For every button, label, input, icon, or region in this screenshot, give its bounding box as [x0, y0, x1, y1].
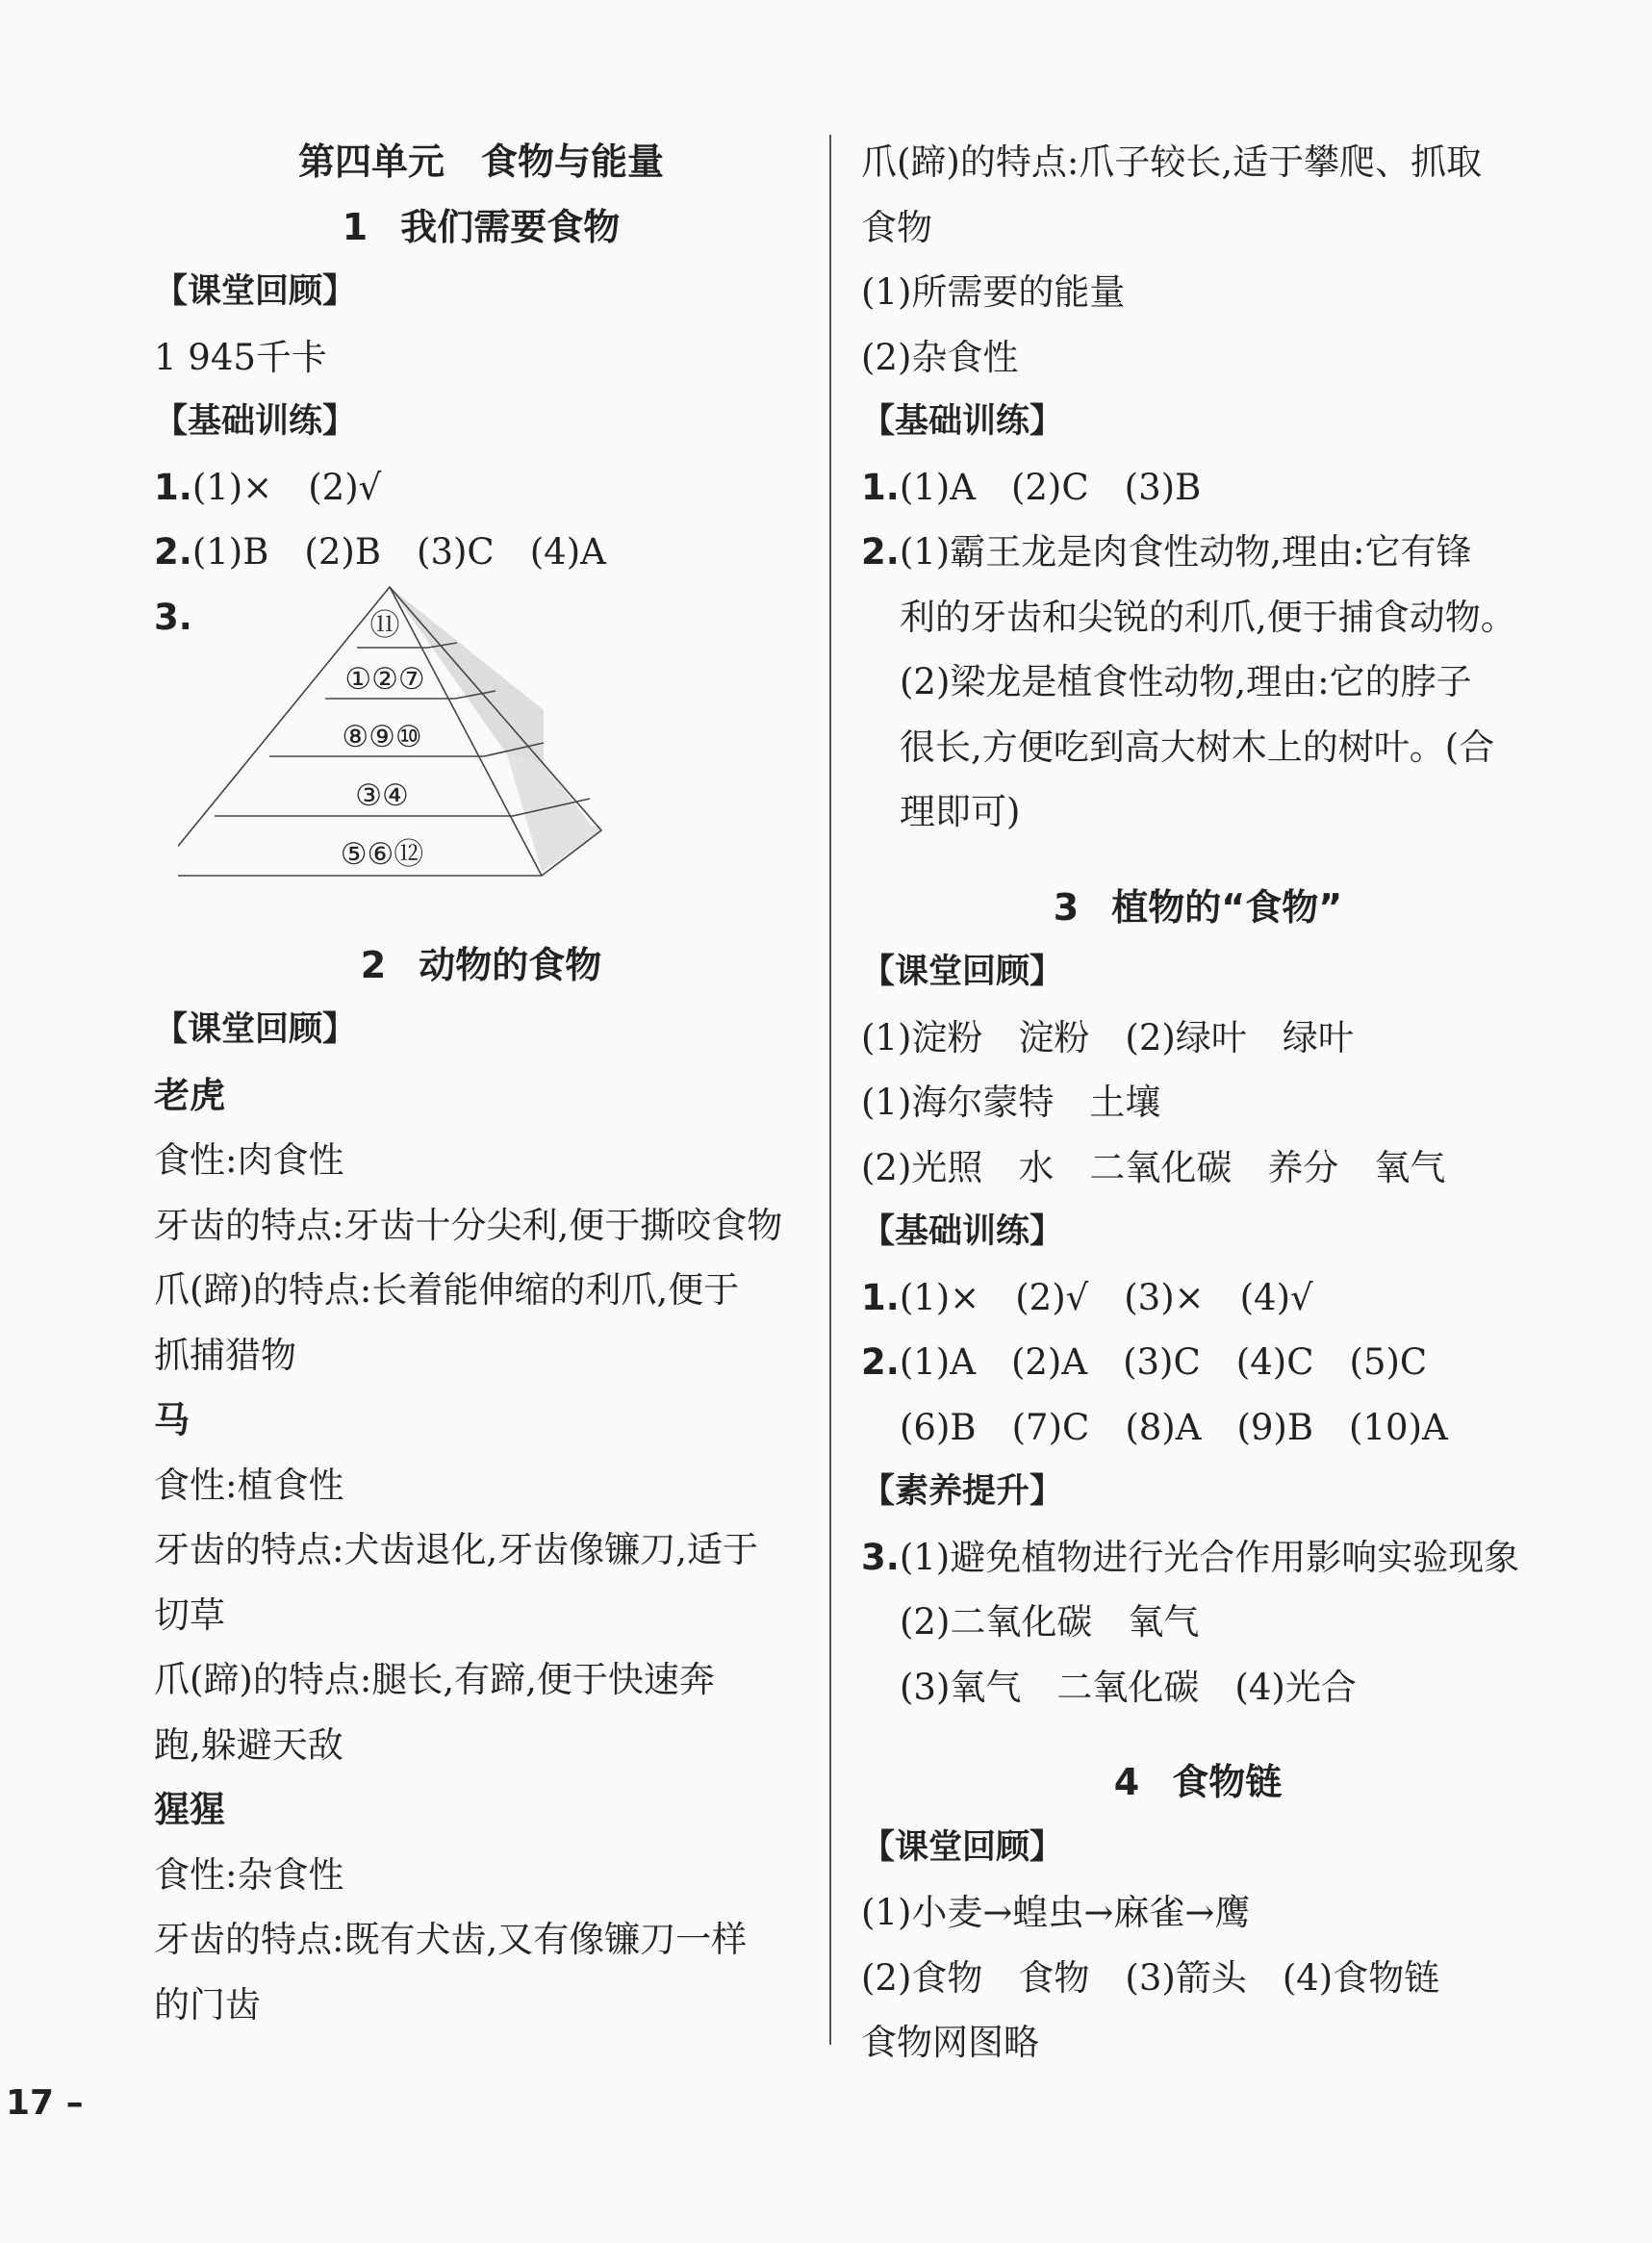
- horse-name: 马: [154, 1398, 190, 1440]
- unit-title: 第四单元 食物与能量: [297, 140, 664, 183]
- s2-review-r2: (2)杂食性: [861, 336, 1019, 378]
- s1-q1-num: 1.: [154, 466, 192, 508]
- s1-q1-text: (1)× (2)√: [191, 466, 382, 508]
- horse-teeth-line-1: 牙齿的特点:犬齿退化,牙齿像镰刀,适于: [154, 1529, 758, 1570]
- tiger-teeth: 牙齿的特点:牙齿十分尖利,便于撕咬食物: [154, 1204, 783, 1246]
- s2-q2-line-1: [861, 520, 1535, 585]
- section-3-heading: [861, 876, 1535, 941]
- section-2-title: 动物的食物: [419, 943, 602, 986]
- horse-claw-line-1: 爪(蹄)的特点:腿长,有蹄,便于快速奔: [154, 1659, 715, 1700]
- s2-q2-line-3: (2)梁龙是植食性动物,理由:它的脖子: [900, 661, 1472, 702]
- s1-q3: [154, 585, 808, 893]
- spacer: [861, 1720, 1535, 1750]
- s2-review-tag: 【课堂回顾】: [154, 1010, 357, 1049]
- s3-q2-line-2: (6)B (7)C (8)A (9)B (10)A: [900, 1406, 1448, 1448]
- s3-q1: [861, 1265, 1535, 1331]
- section-4-number: 4: [1113, 1761, 1140, 1803]
- pyramid-level-4: ③④: [355, 777, 409, 813]
- ape-diet: 食性:杂食性: [154, 1853, 344, 1896]
- s2-q1-text: (1)A (2)C (3)B: [899, 466, 1202, 508]
- section-1-number: 1: [342, 205, 369, 248]
- s2-q1: [861, 455, 1535, 521]
- section-1-heading: [154, 195, 808, 261]
- s4-review-r3: 食物网图略: [861, 2022, 1039, 2063]
- s3-q2-line-1: [861, 1330, 1535, 1395]
- section-3-title: 植物的“食物”: [1111, 885, 1343, 929]
- pyramid-level-3: ⑧⑨⑩: [342, 719, 422, 754]
- s3-q3-text-1: (1)避免植物进行光合作用影响实验现象: [899, 1536, 1520, 1578]
- s3-review-tag: 【课堂回顾】: [861, 953, 1064, 991]
- page-number: 17 –: [6, 2083, 84, 2123]
- food-pyramid-diagram: [178, 585, 775, 893]
- s3-q1-num: 1.: [861, 1276, 900, 1318]
- left-column: [154, 130, 808, 2037]
- s4-review-tag: 【课堂回顾】: [861, 1827, 1064, 1867]
- s3-q3-line-1: [861, 1525, 1535, 1591]
- s1-q2: [154, 520, 808, 585]
- s1-review-tag: 【课堂回顾】: [154, 272, 357, 311]
- s3-q3-line-3: (3)氧气 二氧化碳 (4)光合: [900, 1666, 1357, 1708]
- ape-claw-line-1: 爪(蹄)的特点:爪子较长,适于攀爬、抓取: [861, 141, 1483, 183]
- section-3-number: 3: [1053, 885, 1080, 929]
- s2-q2-line-4: 很长,方便吃到高大树木上的树叶。(合: [900, 726, 1495, 768]
- spacer: [154, 893, 808, 933]
- section-2-number: 2: [360, 943, 387, 986]
- tiger-claw-line-2: 抓捕猎物: [154, 1334, 296, 1376]
- s1-review-answer: 1 945千卡: [154, 336, 327, 378]
- s2-q1-num: 1.: [861, 466, 900, 508]
- spacer: [861, 845, 1535, 876]
- s3-basic-tag: 【基础训练】: [861, 1212, 1064, 1251]
- s4-review-r1: (1)小麦→蝗虫→麻雀→鹰: [861, 1892, 1251, 1933]
- section-4-title: 食物链: [1172, 1761, 1283, 1803]
- s4-review-r2: (2)食物 食物 (3)箭头 (4)食物链: [861, 1956, 1440, 1999]
- s3-q3-num: 3.: [861, 1536, 900, 1578]
- s3-review-r2: (1)海尔蒙特 土壤: [861, 1082, 1161, 1123]
- ape-claw-line-2: 食物: [861, 206, 932, 248]
- s1-q1: [154, 455, 808, 521]
- tiger-claw-line-1: 爪(蹄)的特点:长着能伸缩的利爪,便于: [154, 1269, 740, 1311]
- s1-basic-tag: 【基础训练】: [154, 402, 357, 441]
- s2-review-r1: (1)所需要的能量: [861, 271, 1126, 313]
- pyramid-level-2: ①②⑦: [344, 661, 425, 697]
- s1-q3-num: 3.: [154, 596, 192, 638]
- tiger-diet: 食性:肉食性: [154, 1139, 344, 1181]
- s1-q2-text: (1)B (2)B (3)C (4)A: [191, 531, 606, 573]
- ape-teeth-line-1: 牙齿的特点:既有犬齿,又有像镰刀一样: [154, 1919, 748, 1960]
- s2-basic-tag: 【基础训练】: [861, 402, 1064, 441]
- horse-teeth-line-2: 切草: [154, 1593, 225, 1636]
- right-column: [861, 130, 1535, 2076]
- s3-improve-tag: 【素养提升】: [861, 1472, 1064, 1511]
- column-divider: [829, 135, 831, 2045]
- horse-claw-line-2: 跑,躲避天敌: [154, 1723, 343, 1766]
- tiger-name: 老虎: [154, 1073, 225, 1116]
- s3-q2-num: 2.: [861, 1341, 900, 1383]
- ape-teeth-line-2: 的门齿: [154, 1983, 261, 2026]
- pyramid-level-1: ⑪: [369, 607, 400, 643]
- section-2-heading: [154, 933, 808, 999]
- s2-q2-text-1: (1)霸王龙是肉食性动物,理由:它有锋: [899, 531, 1472, 573]
- section-4-heading: [861, 1750, 1535, 1816]
- s2-q2-line-2: 利的牙齿和尖锐的利爪,便于捕食动物。: [900, 596, 1516, 638]
- s1-q2-num: 2.: [154, 531, 192, 573]
- s3-q1-text: (1)× (2)√ (3)× (4)√: [899, 1276, 1313, 1318]
- s3-review-r1: (1)淀粉 淀粉 (2)绿叶 绿叶: [861, 1016, 1354, 1058]
- ape-name: 猩猩: [154, 1788, 225, 1830]
- s2-q2-num: 2.: [861, 531, 900, 573]
- section-1-title: 我们需要食物: [400, 205, 621, 248]
- s3-review-r3: (2)光照 水 二氧化碳 养分 氧气: [861, 1146, 1446, 1188]
- pyramid-level-5: ⑤⑥⑫: [340, 836, 424, 872]
- horse-diet: 食性:植食性: [154, 1464, 344, 1506]
- s2-q2-line-5: 理即可): [900, 791, 1021, 832]
- s3-q3-line-2: (2)二氧化碳 氧气: [900, 1601, 1200, 1643]
- s3-q2-text-1: (1)A (2)A (3)C (4)C (5)C: [899, 1341, 1428, 1383]
